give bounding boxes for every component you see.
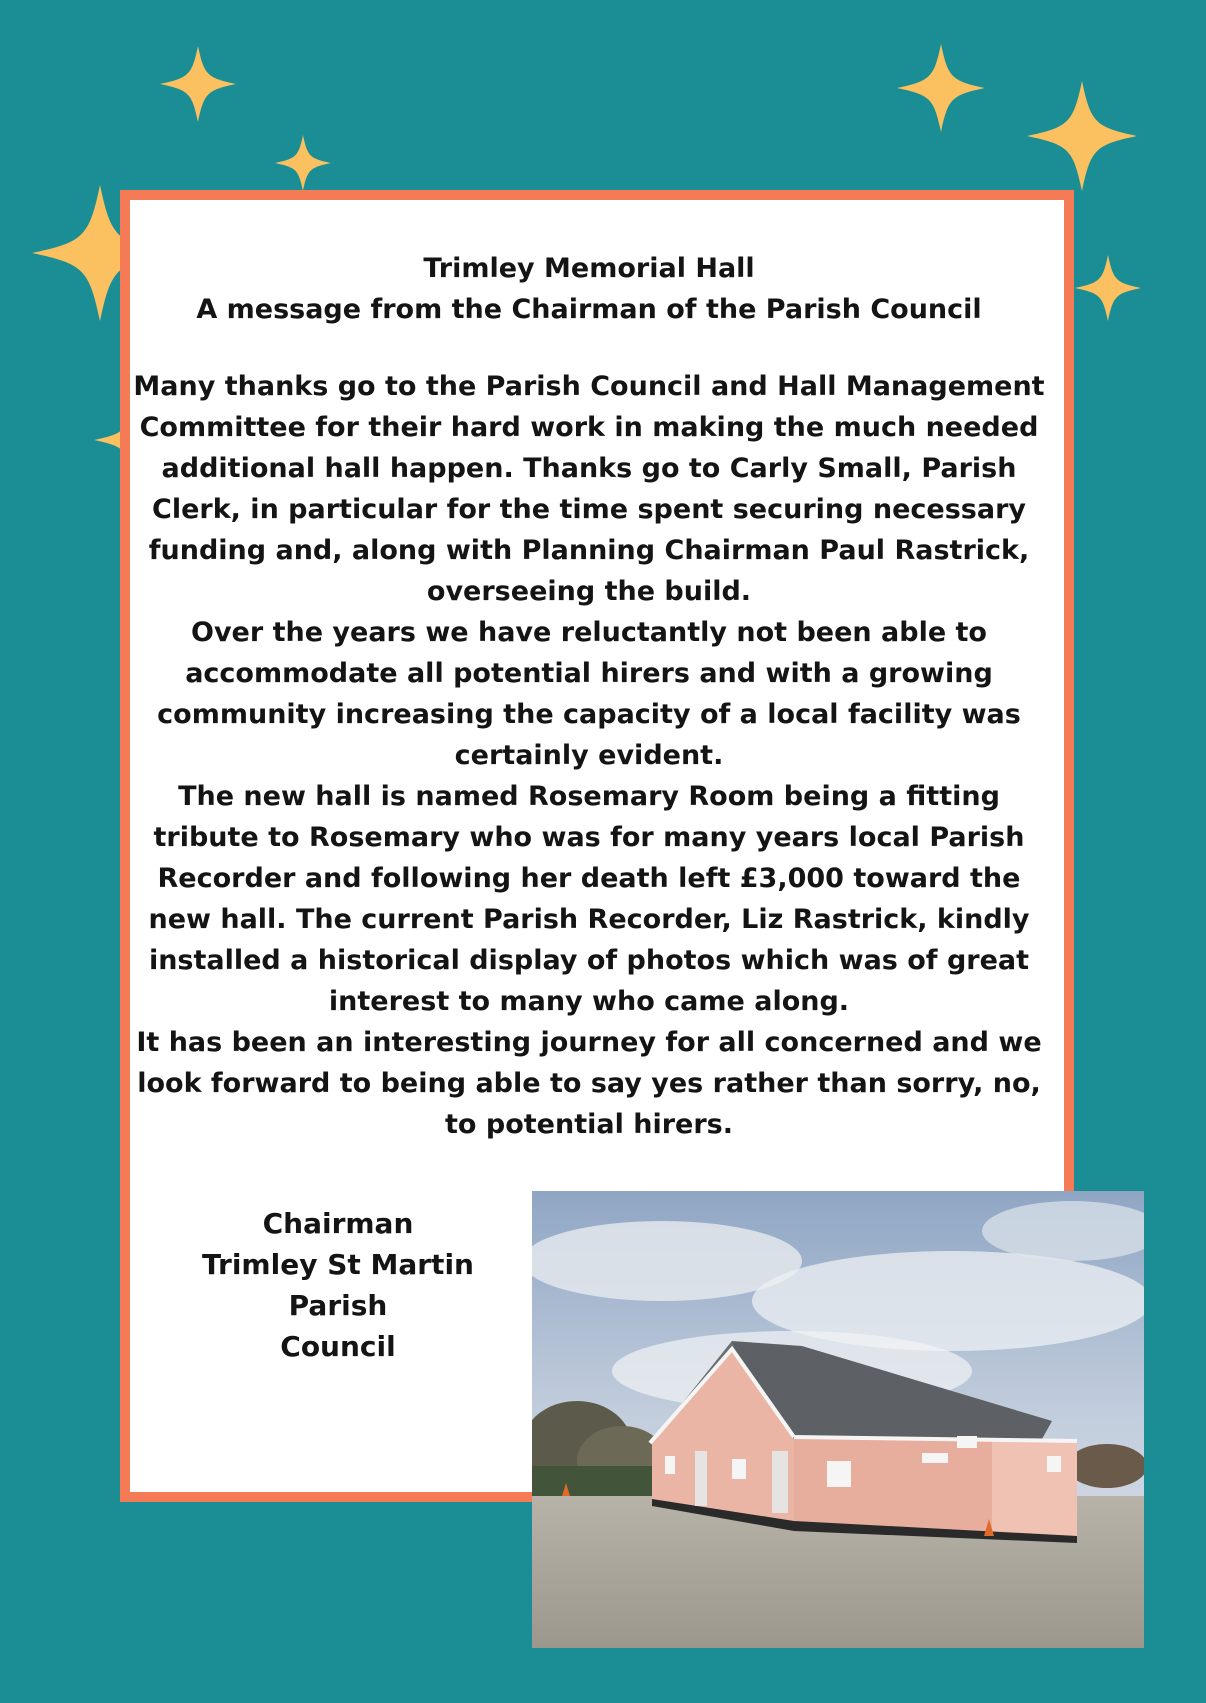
signoff bbox=[148, 1203, 528, 1367]
message-subtitle: A message from the Chairman of the Parish Council bbox=[196, 294, 982, 325]
sparkle-icon bbox=[1075, 254, 1141, 322]
sparkle-icon bbox=[275, 135, 331, 191]
sparkle-icon bbox=[1027, 80, 1137, 192]
page-title bbox=[132, 248, 1046, 330]
hall-building-photo bbox=[532, 1191, 1144, 1648]
sparkle-icon bbox=[897, 42, 985, 134]
hall-title: Trimley Memorial Hall bbox=[423, 253, 755, 284]
sparkle-icon bbox=[160, 46, 236, 122]
signoff-org-continued: Council bbox=[280, 1330, 396, 1363]
paragraph-capacity: Over the years we have reluctantly not been able to accommodate all potential hirers and with a growing community increasing the capacity of a local facility was certainly evident. bbox=[157, 617, 1021, 771]
paragraph-thanks: Many thanks go to the Parish Council and Hall Management Committee for their hard work in making the much needed additional hall happen. Thanks go to Carly Small, Parish Clerk, in particular for the time spent securing necessary funding and, along with Planning Chairman Paul Rastrick, overseeing the build. bbox=[133, 371, 1045, 607]
signoff-org: Trimley St Martin Parish bbox=[202, 1248, 474, 1322]
paragraph-journey: It has been an interesting journey for all concerned and we look forward to being able to say yes rather than sorry, no, to potential hirers. bbox=[136, 1027, 1042, 1140]
message-body bbox=[132, 366, 1046, 1145]
signoff-role: Chairman bbox=[262, 1207, 414, 1240]
paragraph-rosemary-room: The new hall is named Rosemary Room being a fitting tribute to Rosemary who was for many years local Parish Recorder and following her death left £3,000 toward the new hall. The current Parish Recorder, Liz Rastrick, kindly installed a historical display of photos which was of great interest to many who came along. bbox=[148, 781, 1030, 1017]
